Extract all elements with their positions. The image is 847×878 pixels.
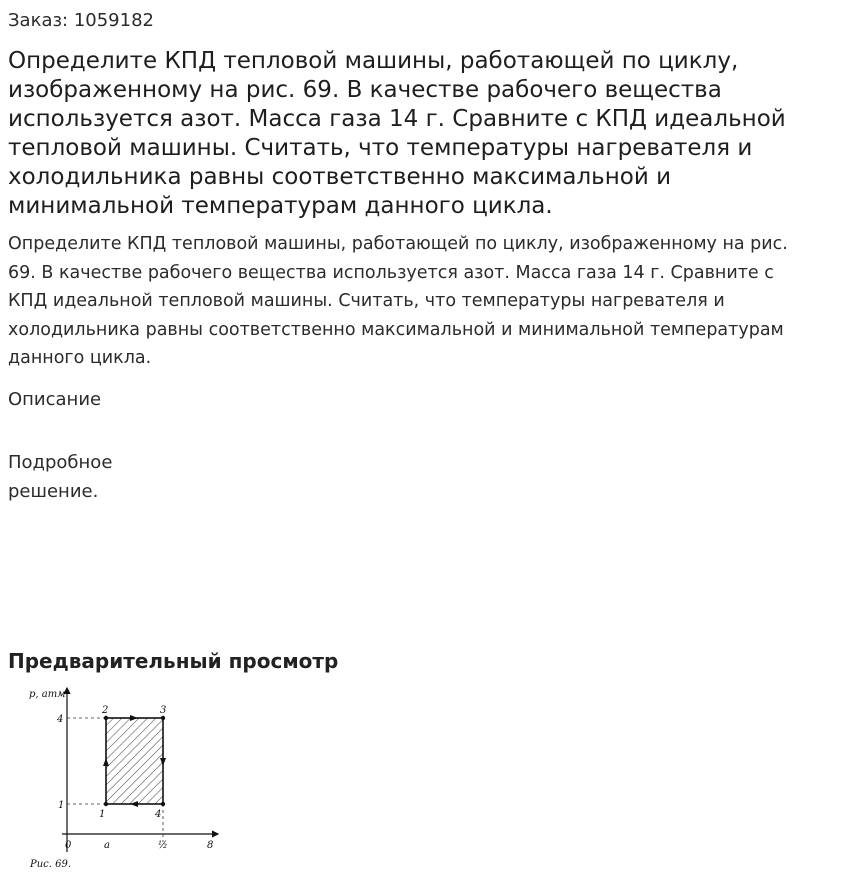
point-marker-2	[104, 716, 108, 720]
point-label-2: 2	[102, 705, 109, 716]
point-label-1: 1	[99, 809, 106, 820]
point-marker-1	[104, 802, 108, 806]
point-label-4: 4	[155, 809, 162, 820]
cycle-area	[106, 718, 163, 804]
point-label-3: 3	[160, 705, 167, 716]
x-tick-origin: 0	[65, 840, 72, 851]
x-tick-a: a	[104, 840, 110, 851]
x-tick-b: ½	[158, 840, 168, 851]
y-tick-low: 1	[58, 800, 65, 811]
preview-figure	[22, 682, 232, 872]
y-tick-high: 4	[57, 714, 64, 725]
description-text: Подробное решение.	[8, 452, 113, 502]
task-headline: Определите КПД тепловой машины, работающей по циклу, изображенному на рис. 69. В качестве рабочего вещества используется азот. Масса газа 14 г. Сравните с КПД идеальной тепловой машины. Считать, что температуры нагревателя и холодильника равны соответственно максимальной и минимальной температурам данного цикла.	[8, 48, 786, 219]
description-label: Описание	[8, 389, 102, 410]
y-axis-label: p, атм	[29, 689, 66, 700]
figure-caption: Рис. 69.	[30, 859, 72, 870]
x-tick-end: 8	[207, 840, 214, 851]
preview-title: Предварительный просмотр	[8, 649, 339, 673]
task-body: Определите КПД тепловой машины, работающей по циклу, изображенному на рис. 69. В качестве рабочего вещества используется азот. Масса газа 14 г. Сравните с КПД идеальной тепловой машины. Считать, что температуры нагревателя и холодильника равны соответственно максимальной и минимальной температурам данного цикла.	[8, 234, 788, 369]
pv-diagram	[22, 682, 232, 872]
point-marker-3	[161, 716, 165, 720]
point-marker-4	[161, 802, 165, 806]
order-number: Заказ: 1059182	[8, 10, 154, 31]
